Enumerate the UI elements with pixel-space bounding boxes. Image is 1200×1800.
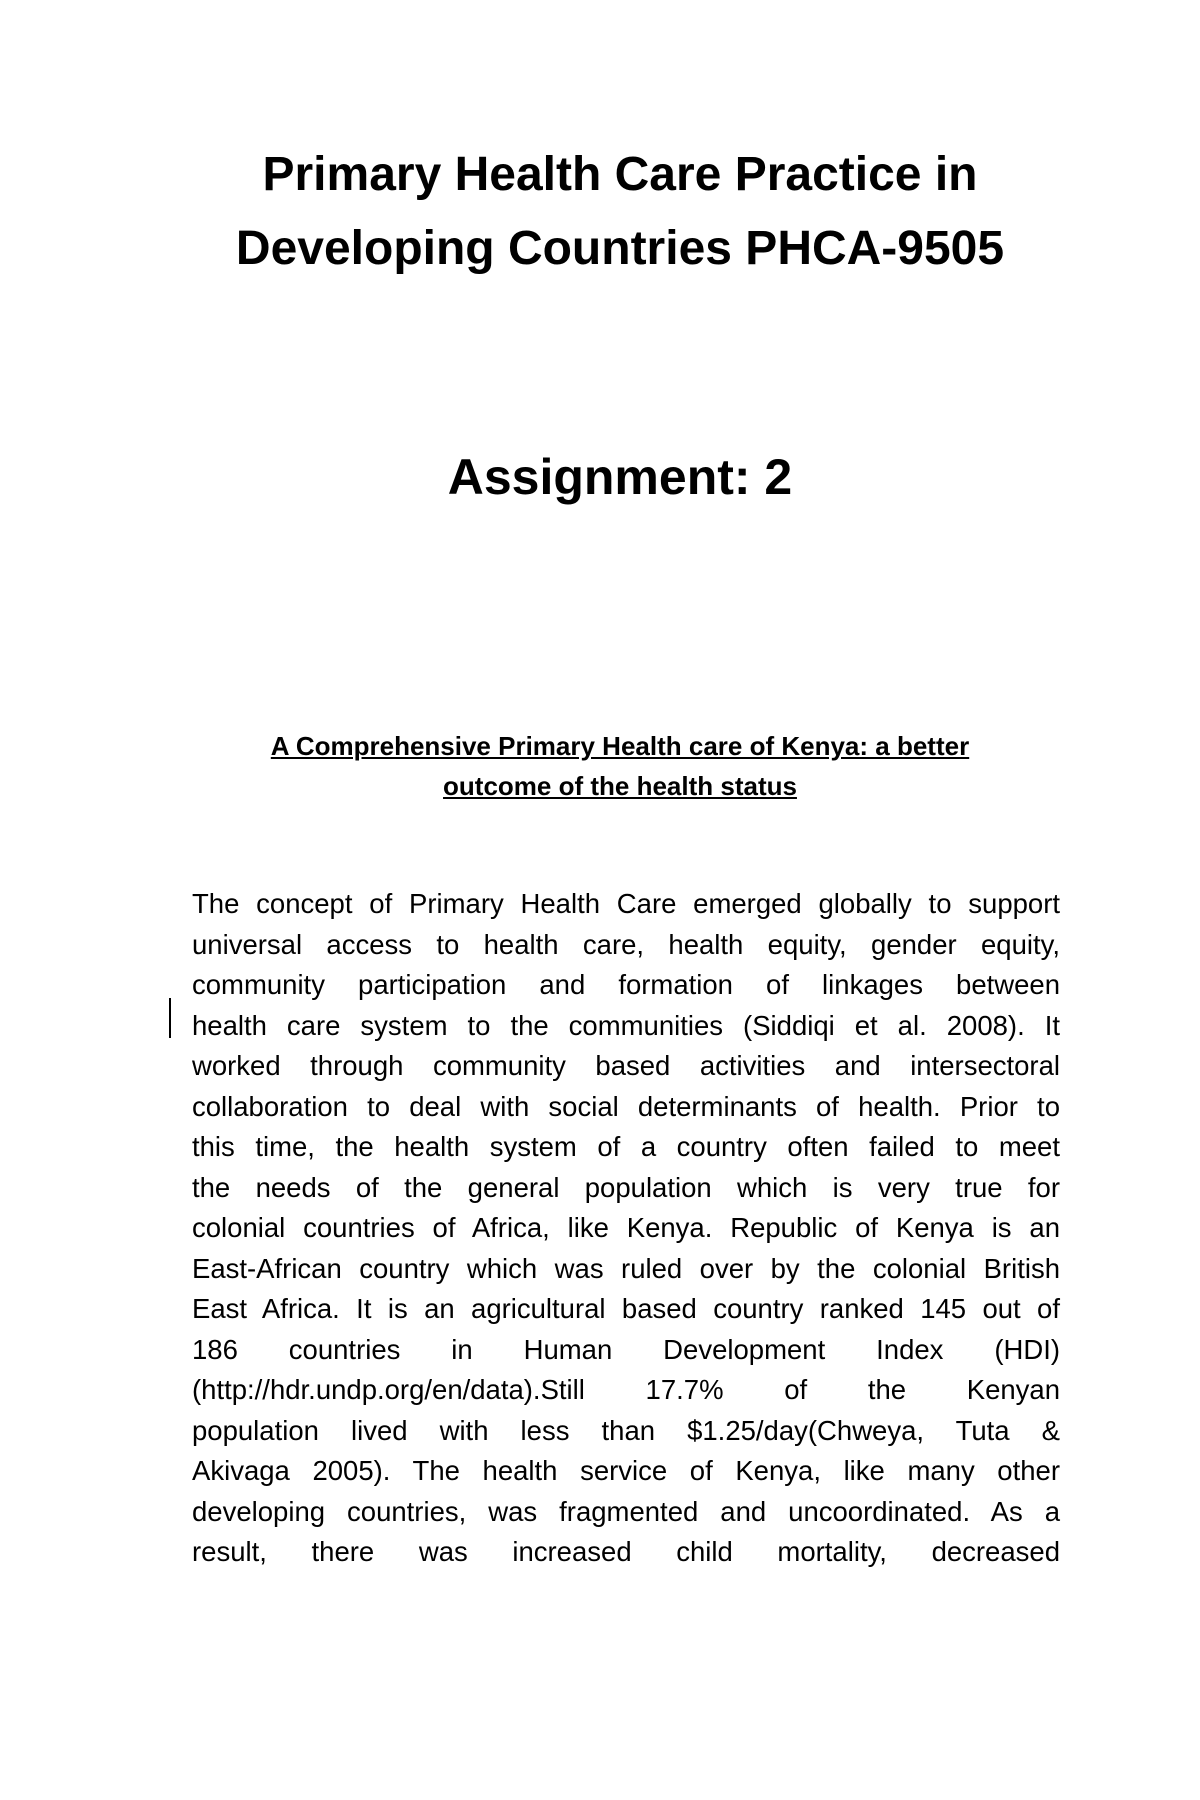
body-line: The concept of Primary Health Care emerged globally to support <box>192 888 1060 919</box>
body-line: East Africa. It is an agricultural based country ranked 145 out of <box>192 1293 1060 1324</box>
body-line: (http://hdr.undp.org/en/data).Still 17.7% of the Kenyan <box>192 1374 1060 1405</box>
document-title <box>140 138 1100 286</box>
body-line: Akivaga 2005). The health service of Kenya, like many other <box>192 1455 1060 1486</box>
body-line: the needs of the general population which is very true for <box>192 1171 1060 1203</box>
body-line: colonial countries of Africa, like Kenya. Republic of Kenya is an <box>192 1212 1060 1243</box>
title-line-2: Developing Countries PHCA-9505 <box>235 222 1005 275</box>
body-line: result, there was increased child mortality, decreased <box>192 1536 1060 1567</box>
subtitle-line-1: A Comprehensive Primary Health care of Kenya: a better <box>270 731 970 761</box>
document-subtitle <box>190 726 1050 806</box>
body-line: universal access to health care, health equity, gender equity, <box>192 928 1060 960</box>
assignment-heading: Assignment: 2 <box>447 449 793 505</box>
body-line: 186 countries in Human Development Index (HDI) <box>192 1333 1060 1365</box>
body-line: developing countries, was fragmented and uncoordinated. As a <box>192 1495 1060 1527</box>
body-line: community participation and formation of linkages between <box>192 969 1060 1000</box>
title-line-1: Primary Health Care Practice in <box>262 148 978 201</box>
body-line: East-African country which was ruled over by the colonial British <box>192 1252 1060 1284</box>
body-line: health care system to the communities (Siddiqi et al. 2008). It <box>192 1009 1060 1041</box>
body-line: worked through community based activities and intersectoral <box>192 1050 1060 1081</box>
body-line: this time, the health system of a country often failed to meet <box>192 1131 1060 1162</box>
text-cursor <box>169 998 171 1038</box>
subtitle-line-2: outcome of the health status <box>443 771 797 801</box>
body-line: collaboration to deal with social determinants of health. Prior to <box>192 1090 1060 1122</box>
body-paragraph[interactable] <box>192 884 1060 1573</box>
body-line: population lived with less than $1.25/day(Chweya, Tuta & <box>192 1414 1060 1446</box>
